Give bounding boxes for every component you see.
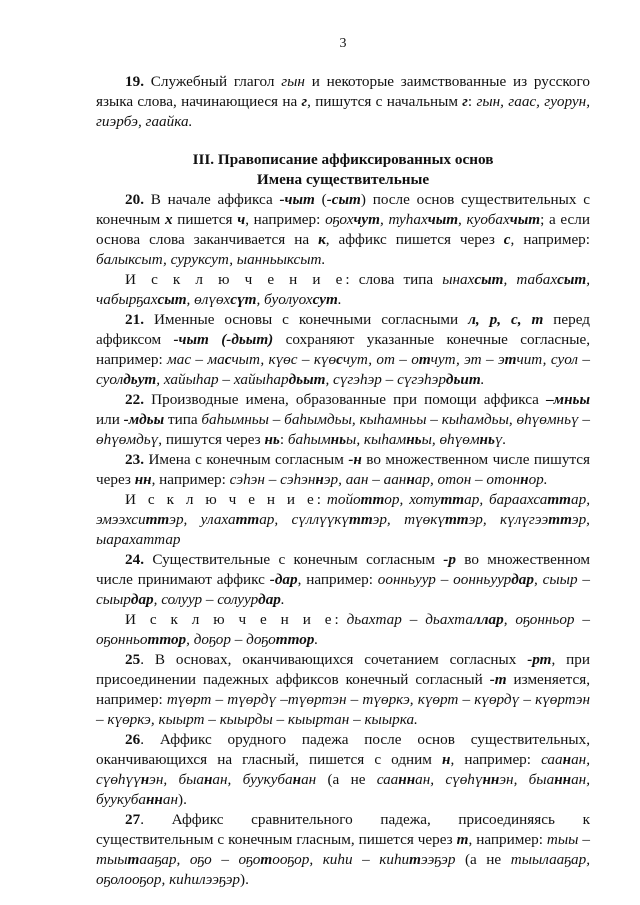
item-number: 20. <box>125 191 144 208</box>
example: , хайыһар – хайыһар <box>156 371 289 388</box>
text: : <box>279 431 288 448</box>
text: , например: <box>245 211 326 228</box>
exception-20 <box>96 270 590 310</box>
example-affix: тт <box>235 511 260 528</box>
example: ы, өһүөм <box>421 431 480 448</box>
text: . <box>480 371 485 388</box>
example-affix: тт <box>547 491 571 508</box>
example: баһым <box>287 431 331 448</box>
text: во множественном числе принимают аффикс <box>96 551 590 588</box>
example: тойо <box>326 491 361 508</box>
example: чут, эт – э <box>430 351 505 368</box>
text: ). <box>178 791 187 808</box>
affix: -дар <box>269 571 298 588</box>
example: эр, улаха <box>169 511 236 528</box>
letter: к <box>318 231 326 248</box>
example-affix: т <box>409 851 421 868</box>
item-number: 19. <box>125 73 144 90</box>
example: , буолуох <box>256 291 313 308</box>
example: саа <box>541 751 563 768</box>
example-affix: тт <box>360 491 385 508</box>
letter: нь <box>264 431 280 448</box>
example: , сүгэһэр – сүгэһэр <box>325 371 446 388</box>
text: . Аффикс орудного падежа после основ существительных, оканчивающихся на гласный, пишется с одним <box>96 731 590 768</box>
example-affix: нн <box>146 791 163 808</box>
paragraph-27 <box>96 810 590 890</box>
example-affix: нн <box>554 771 572 788</box>
text: Именные основы с конечными согласными <box>143 311 469 328</box>
page-number: 3 <box>339 36 347 51</box>
example: , өлүөх <box>186 291 231 308</box>
example: чут, от – о <box>342 351 419 368</box>
text: (а не <box>455 851 511 868</box>
text: во множественном числе пишутся через <box>96 451 590 488</box>
example-affix: нн <box>398 771 416 788</box>
letter: ч <box>237 211 246 228</box>
example: ан, буукуба <box>212 771 293 788</box>
example: , солуур – солуур <box>153 591 259 608</box>
example: ар, отон – отон <box>414 471 521 488</box>
example: ы, кыһам <box>346 431 407 448</box>
text: В начале аффикса <box>143 191 280 208</box>
paragraph-23 <box>96 450 590 490</box>
example: чит, суол – суол <box>96 351 590 388</box>
item-number: 22. <box>125 391 144 408</box>
example-affix: дьут <box>123 371 157 388</box>
text: , пишутся через <box>158 431 265 448</box>
affix: -чыт <box>279 191 315 208</box>
example-affix: н <box>140 771 150 788</box>
term: гын <box>281 73 305 90</box>
example-affix: н <box>203 771 213 788</box>
letter: х <box>164 211 173 228</box>
example: эн, быа <box>149 771 204 788</box>
text: . <box>280 591 285 608</box>
example: ан, сүөһү <box>415 771 483 788</box>
example-affix: дьыт <box>288 371 326 388</box>
example: дьахтар – дьахта <box>346 611 473 628</box>
example-affix: ттор <box>147 631 187 648</box>
paragraph-19 <box>96 72 590 132</box>
example-affix: ттор <box>275 631 315 648</box>
text: Служебный глагол <box>143 73 282 90</box>
text: , например: <box>450 751 542 768</box>
example-affix: н <box>315 471 324 488</box>
example-affix: дар <box>511 571 534 588</box>
letter: г <box>462 93 468 110</box>
example-affix: с <box>224 351 232 368</box>
example-affix: н <box>292 771 302 788</box>
example: ан, сүөһүү <box>96 751 590 788</box>
example: эр, ыарахаттар <box>96 511 590 548</box>
example: ан <box>162 791 179 808</box>
example-affix: т <box>504 351 517 368</box>
item-number: 26 <box>125 731 141 748</box>
example: ааҕар, оҕо – оҕо <box>139 851 261 868</box>
example-affix: сыт <box>557 271 587 288</box>
text: и некоторые заимствованные из русского языка слова, начинающиеся на <box>96 73 590 110</box>
text: , например: <box>468 831 547 848</box>
example: оонньуур – оонньуур <box>377 571 512 588</box>
affix: –мньы <box>546 391 590 408</box>
example-affix: с <box>336 351 343 368</box>
text: или <box>96 411 124 428</box>
example: , туһах <box>379 211 428 228</box>
example: , оҕонньор – оҕонньо <box>96 611 591 648</box>
example-affix: дьит <box>445 371 481 388</box>
example-affix: нн <box>482 771 500 788</box>
exception-23 <box>96 490 590 550</box>
text: Имена с конечным согласным <box>143 451 349 468</box>
affix: -чыт (-дьыт) <box>173 331 274 348</box>
examples: гын, гаас, гуорун, гиэрбэ, гаайка. <box>96 93 590 130</box>
text: перед аффиксом <box>96 311 590 348</box>
examples: түөрт – түөрдү –түөртэн – түөркэ, күөрт – күөрдү – күөртэн – күөркэ, кыырт – кыырды – кыыртан – кыырка. <box>96 691 590 728</box>
text: ) после основ существительных с конечным <box>96 191 590 228</box>
example: эр, аан – аан <box>323 471 407 488</box>
example: ор, хоту <box>384 491 441 508</box>
paragraph-22 <box>96 390 590 450</box>
text: , при присоединении падежных аффиксов конечный согласный <box>96 651 590 688</box>
example: , табах <box>503 271 558 288</box>
example: эр, күлүгээ <box>468 511 549 528</box>
examples: баһымньы – баһымдьы, кыһамньы – кыһамдьы, өһүөмньү – өһүөмдьү <box>96 411 590 448</box>
example-affix: ллар <box>472 611 504 628</box>
affix: -сыт <box>326 191 361 208</box>
paragraph-20 <box>96 190 590 270</box>
example: ээҕэр <box>420 851 456 868</box>
example: сэһэн – сэһэн <box>229 471 316 488</box>
example: ү. <box>494 431 507 448</box>
example-affix: чыт <box>427 211 459 228</box>
example-affix: нь <box>479 431 495 448</box>
example-affix: тт <box>548 511 572 528</box>
item-number: 21. <box>125 311 144 328</box>
section-heading: III. Правописание аффиксированных основ <box>192 151 494 168</box>
example: ынах <box>442 271 475 288</box>
item-number: 24. <box>125 551 144 568</box>
example: тыылааҕар, оҕолооҕор, киһилээҕэр <box>96 851 591 888</box>
example-affix: сыт <box>474 271 504 288</box>
subsection-heading: Имена существительные <box>256 171 430 188</box>
example-affix: т <box>127 851 140 868</box>
example-affix: тт <box>145 511 170 528</box>
affix: -т <box>489 671 507 688</box>
text: : слова типа <box>345 271 443 288</box>
text: ( <box>314 191 327 208</box>
letter: н <box>442 751 451 768</box>
text: (а не <box>316 771 377 788</box>
text: , например: <box>151 471 230 488</box>
text: . В основах, оканчивающихся сочетанием согласных <box>140 651 528 668</box>
example-affix: т <box>418 351 431 368</box>
affix: -н <box>348 451 362 468</box>
example-affix: тт <box>444 511 469 528</box>
text: пишется <box>172 211 238 228</box>
example: чыт, күөс – күө <box>231 351 337 368</box>
example-affix: тт <box>440 491 465 508</box>
text: : <box>467 93 477 110</box>
example: эр, түөкү <box>372 511 445 528</box>
example-affix: тт <box>349 511 373 528</box>
example-affix: н <box>562 751 572 768</box>
text: . <box>337 291 342 308</box>
exception-label: И с к л ю ч е н и е <box>125 491 317 508</box>
example-affix: дар <box>258 591 281 608</box>
text: . <box>314 631 319 648</box>
text: , например: <box>297 571 378 588</box>
text: типа <box>164 411 202 428</box>
example-affix: сут <box>312 291 338 308</box>
text: изменяется, например: <box>96 671 590 708</box>
exception-label: И с к л ю ч е н и е <box>125 271 346 288</box>
affix: -рт <box>527 651 552 668</box>
example: мас – ма <box>167 351 225 368</box>
example-affix: дар <box>130 591 154 608</box>
letters: л, р, с, т <box>468 311 544 328</box>
affix: -мдьы <box>123 411 165 428</box>
item-number: 23. <box>125 451 144 468</box>
example: тыы – тыы <box>96 831 591 868</box>
example-affix: чут <box>353 211 380 228</box>
example: ор. <box>528 471 548 488</box>
example: ар, сүллүүкү <box>259 511 349 528</box>
text: ; а если основа слова заканчивается на <box>96 211 590 248</box>
example: , чабырҕах <box>96 271 591 308</box>
exception-24 <box>96 610 590 650</box>
example-affix: нь <box>330 431 347 448</box>
example-affix: нь <box>406 431 422 448</box>
paragraph-21 <box>96 310 590 390</box>
paragraph-25 <box>96 650 590 730</box>
exception-label: И с к л ю ч е н и е <box>125 611 335 628</box>
text: сохраняют указанные конечные согласные, например: <box>96 331 590 368</box>
example-affix: чыт <box>509 211 541 228</box>
example: , куобах <box>458 211 510 228</box>
letter: с <box>503 231 511 248</box>
letter: т <box>456 831 469 848</box>
example: саа <box>376 771 399 788</box>
example-affix: сыт <box>157 291 187 308</box>
text: Производные имена, образованные при помощи аффикса <box>143 391 547 408</box>
example-affix: т <box>260 851 273 868</box>
examples: балыксыт, суруксут, ыанньыксыт. <box>96 251 326 268</box>
example: эн, быа <box>499 771 555 788</box>
example: , сыыр – сыыр <box>96 571 591 608</box>
example-affix: н <box>520 471 529 488</box>
text: ). <box>240 871 249 888</box>
example: ар, эмээхси <box>96 491 590 528</box>
example: ан, буукуба <box>96 771 590 808</box>
example: ооҕор, киһи – киһи <box>272 851 410 868</box>
text: , аффикс пишется через <box>325 231 504 248</box>
text: : <box>316 491 327 508</box>
example-affix: сүт <box>230 291 257 308</box>
text: Существительные с конечным согласным <box>143 551 444 568</box>
text: , например: <box>510 231 590 248</box>
letters: нн <box>134 471 152 488</box>
item-number: 27 <box>125 811 141 828</box>
example: оҕох <box>325 211 354 228</box>
text: : <box>334 611 347 628</box>
example: ар, бараахса <box>464 491 548 508</box>
item-number: 25 <box>125 651 141 668</box>
text: , пишутся с начальным <box>307 93 463 110</box>
affix: -р <box>443 551 456 568</box>
paragraph-24 <box>96 550 590 610</box>
example: ан <box>301 771 317 788</box>
example-affix: н <box>406 471 415 488</box>
example: , доҕор – доҕо <box>186 631 276 648</box>
text: . Аффикс сравнительного падежа, присоединяясь к существительным с конечным гласным, пишется через <box>96 811 590 848</box>
paragraph-26 <box>96 730 590 810</box>
letter: г <box>301 93 308 110</box>
